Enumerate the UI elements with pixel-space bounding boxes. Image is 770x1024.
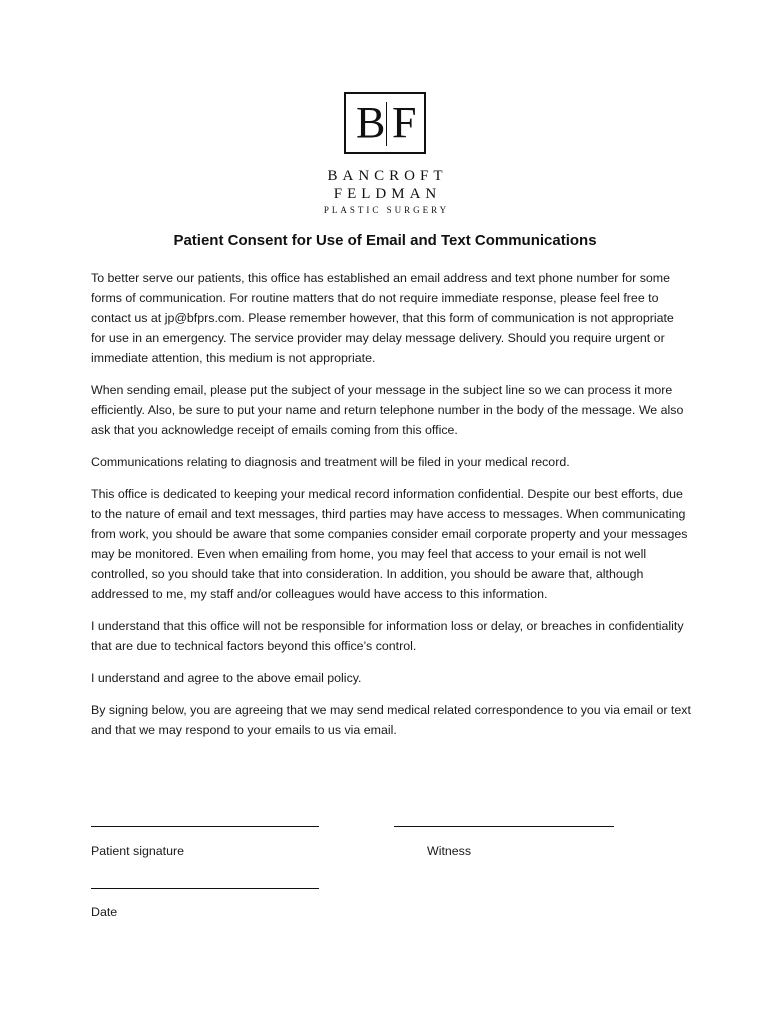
paragraph-agreement: I understand and agree to the above email policy.: [91, 671, 362, 685]
monogram-divider: [386, 102, 387, 146]
paragraph-confidentiality: This office is dedicated to keeping your medical record information confidential. Despite our best efforts, due to the nature of email and text messages, third parties may have access to messages. When communicating from work, you should be aware that some companies consider email corporate property and your messages may be monitored. Even when emailing from home, you may feel that access to your email is not well controlled, so you should take that into consideration. In addition, you should be aware that, although addressed to me, my staff and/or colleagues would have access to this information.: [91, 487, 688, 601]
date-label: Date: [91, 905, 118, 919]
document-title: Patient Consent for Use of Email and Text Communications: [173, 232, 597, 249]
date-line[interactable]: [91, 888, 319, 889]
witness-signature-line[interactable]: [394, 826, 614, 827]
bf-monogram: [344, 92, 426, 154]
paragraph-sending-email: When sending email, please put the subject of your message in the subject line so we can process it more efficiently. Also, be sure to put your name and return telephone number in the body of the message. We also ask that you acknowledge receipt of emails coming from this office.: [91, 383, 684, 437]
bancroft-feldman-logo: [0, 92, 770, 215]
paragraph-liability: I understand that this office will not be responsible for information loss or delay, or breaches in confidentiality that are due to technical factors beyond this office’s control.: [91, 619, 684, 653]
paragraph-signing: By signing below, you are agreeing that we may send medical related correspondence to you via email or text and that we may respond to your emails to us via email.: [91, 703, 691, 737]
paragraph-email-intro: To better serve our patients, this office has established an email address and text phone number for some forms of communication. For routine matters that do not require immediate response, please feel free to contact us at jp@bfprs.com. Please remember however, that this form of communication is not appropriate for use in an emergency. The service provider may delay message delivery. Should you require urgent or immediate attention, this medium is not appropriate.: [91, 271, 674, 365]
witness-label: Witness: [427, 844, 472, 858]
document-body: [91, 268, 691, 752]
brand-tagline: PLASTIC SURGERY: [323, 205, 450, 215]
monogram-b: B: [356, 98, 386, 147]
monogram-f: F: [392, 98, 417, 147]
patient-signature-line[interactable]: [91, 826, 319, 827]
paragraph-medical-record: Communications relating to diagnosis and treatment will be filed in your medical record.: [91, 455, 570, 469]
brand-name-line-1: BANCROFT: [327, 168, 448, 184]
brand-name-line-2: FELDMAN: [333, 186, 442, 202]
patient-signature-label: Patient signature: [91, 844, 184, 858]
